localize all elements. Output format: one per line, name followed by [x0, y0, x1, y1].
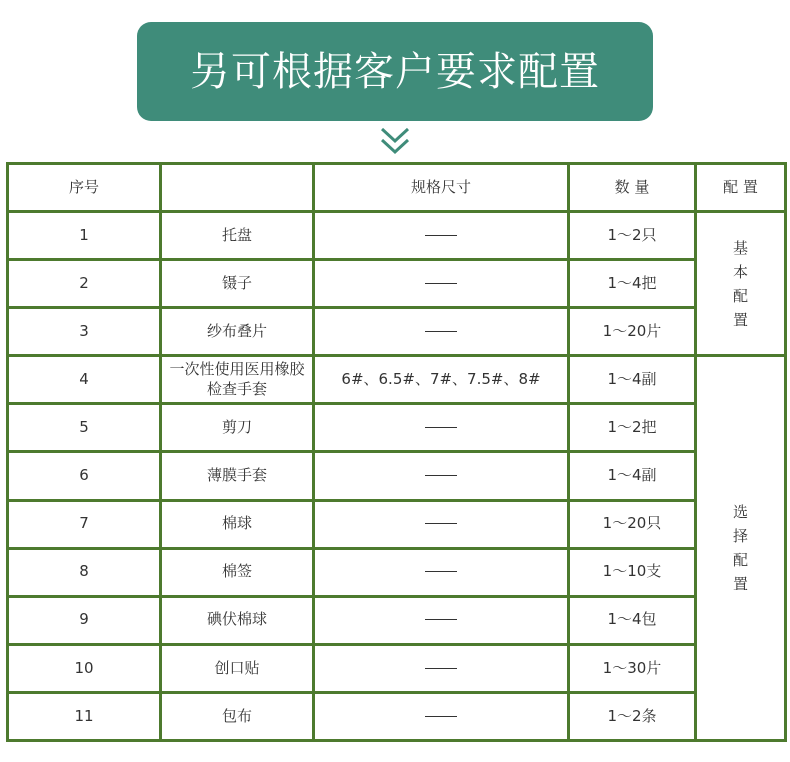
table-row: [8, 212, 786, 260]
row-spec: [314, 692, 569, 740]
row-index: 9: [8, 596, 161, 644]
banner: [137, 22, 653, 121]
dash-placeholder: [425, 235, 457, 236]
group-basic-config: [696, 212, 786, 356]
row-name: 托盘: [161, 212, 314, 260]
dash-placeholder: [425, 475, 457, 476]
header-quantity: 数 量: [569, 164, 696, 212]
row-index: 8: [8, 548, 161, 596]
row-index: 5: [8, 404, 161, 452]
dash-placeholder: [425, 668, 457, 669]
row-spec: [314, 404, 569, 452]
row-name: 剪刀: [161, 404, 314, 452]
table-row: [8, 452, 786, 500]
row-name: 一次性使用医用橡胶检查手套: [161, 356, 314, 404]
row-index: 4: [8, 356, 161, 404]
table-row: [8, 548, 786, 596]
row-spec: [314, 500, 569, 548]
row-name: 棉球: [161, 500, 314, 548]
dash-placeholder: [425, 619, 457, 620]
row-name: 棉签: [161, 548, 314, 596]
config-table: [6, 162, 787, 742]
header-index: 序号: [8, 164, 161, 212]
row-spec: [314, 644, 569, 692]
table-row: [8, 644, 786, 692]
double-chevron-down-icon: [378, 124, 412, 158]
group-basic-label: 基本配置: [732, 238, 748, 329]
group-optional-label: 选择配置: [732, 503, 748, 594]
row-spec: [314, 308, 569, 356]
row-spec: [314, 452, 569, 500]
row-quantity: 1～2只: [569, 212, 696, 260]
row-spec: [314, 260, 569, 308]
row-quantity: 1～4把: [569, 260, 696, 308]
row-name: 薄膜手套: [161, 452, 314, 500]
row-spec: 6#、6.5#、7#、7.5#、8#: [314, 356, 569, 404]
row-name: 纱布叠片: [161, 308, 314, 356]
table-row: [8, 692, 786, 740]
row-quantity: 1～4包: [569, 596, 696, 644]
row-name: 包布: [161, 692, 314, 740]
banner-title: 另可根据客户要求配置: [190, 48, 600, 95]
row-quantity: 1～4副: [569, 356, 696, 404]
dash-placeholder: [425, 716, 457, 717]
dash-placeholder: [425, 331, 457, 332]
row-name: 碘伏棉球: [161, 596, 314, 644]
row-quantity: 1～4副: [569, 452, 696, 500]
row-index: 1: [8, 212, 161, 260]
table-row: [8, 356, 786, 404]
row-name: 镊子: [161, 260, 314, 308]
row-quantity: 1～20只: [569, 500, 696, 548]
dash-placeholder: [425, 427, 457, 428]
row-quantity: 1～30片: [569, 644, 696, 692]
row-spec: [314, 596, 569, 644]
row-index: 6: [8, 452, 161, 500]
group-optional-config: [696, 356, 786, 741]
dash-placeholder: [425, 523, 457, 524]
row-index: 3: [8, 308, 161, 356]
row-index: 10: [8, 644, 161, 692]
header-config: 配 置: [696, 164, 786, 212]
row-name: 创口贴: [161, 644, 314, 692]
table-header-row: [8, 164, 786, 212]
row-quantity: 1～2把: [569, 404, 696, 452]
table-row: [8, 260, 786, 308]
row-quantity: 1～2条: [569, 692, 696, 740]
table-row: [8, 596, 786, 644]
row-index: 11: [8, 692, 161, 740]
row-quantity: 1～20片: [569, 308, 696, 356]
table-row: [8, 500, 786, 548]
row-index: 2: [8, 260, 161, 308]
table-row: [8, 308, 786, 356]
row-index: 7: [8, 500, 161, 548]
table-row: [8, 404, 786, 452]
header-name: [161, 164, 314, 212]
row-quantity: 1～10支: [569, 548, 696, 596]
dash-placeholder: [425, 571, 457, 572]
row-spec: [314, 212, 569, 260]
row-spec: [314, 548, 569, 596]
dash-placeholder: [425, 283, 457, 284]
header-spec: 规格尺寸: [314, 164, 569, 212]
